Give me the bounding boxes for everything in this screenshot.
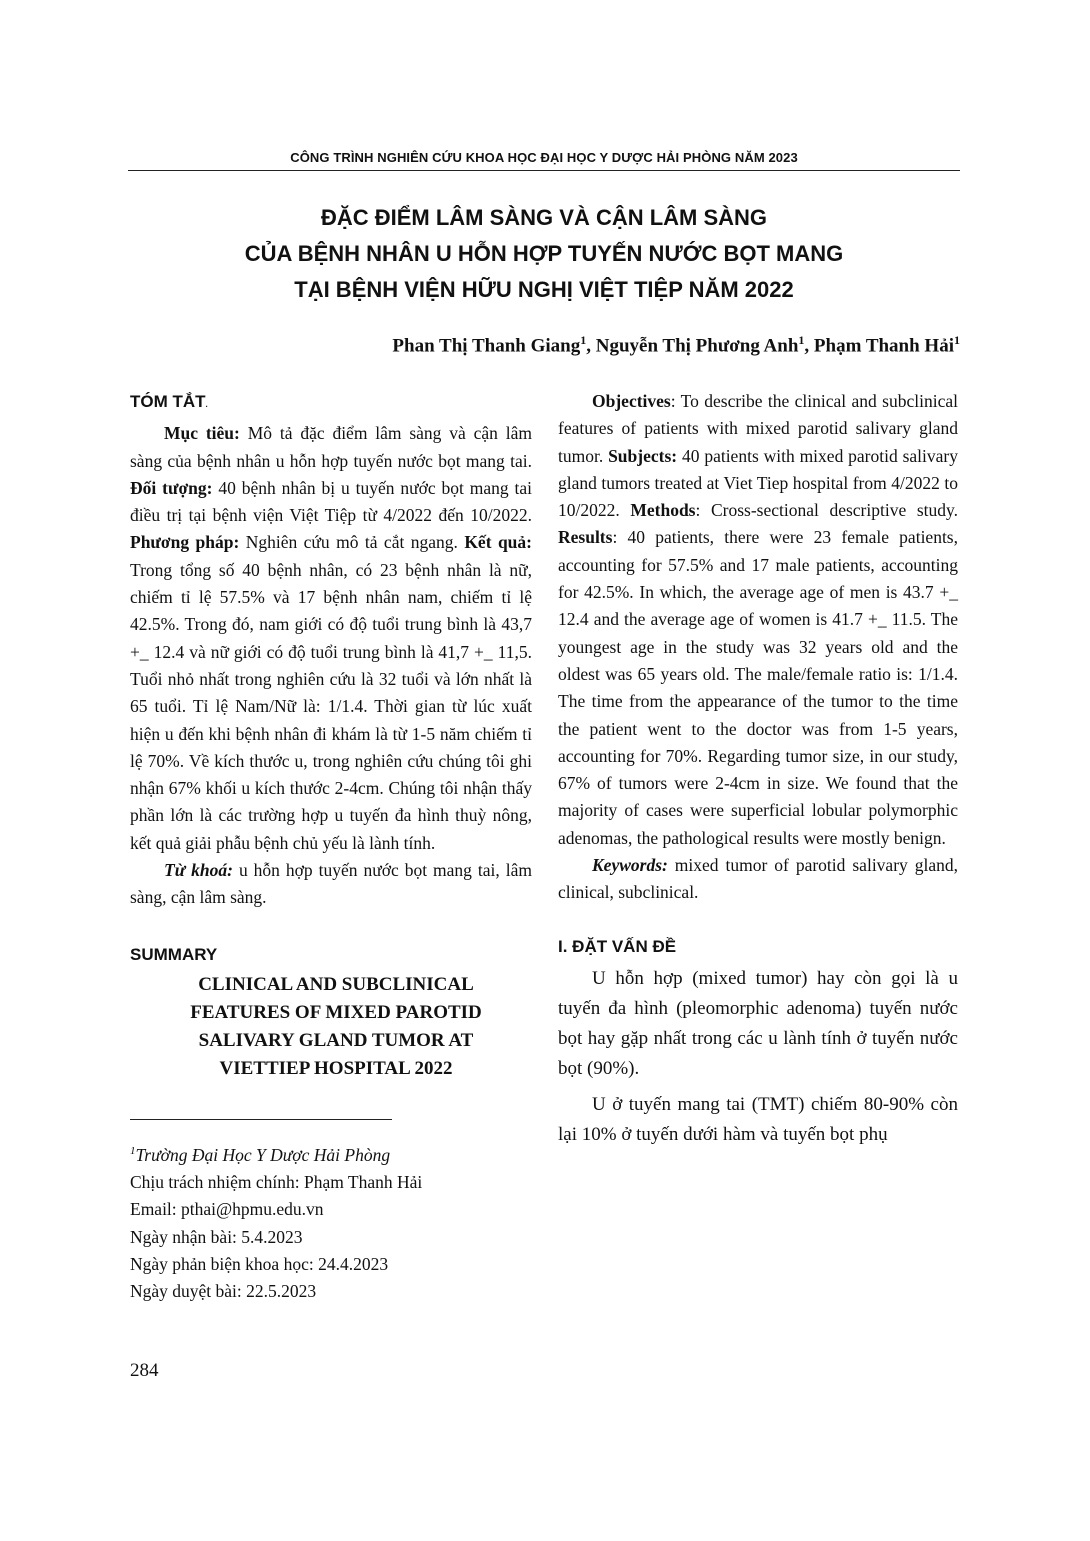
abstract-en-body [558, 388, 958, 852]
objectives-en-label: Objectives [592, 391, 671, 411]
introduction-paragraph: U ở tuyến mang tai (TMT) chiếm 80-90% còn lại 10% ở tuyến dưới hàm và tuyến bọt phụ [558, 1093, 958, 1145]
keywords-vi [130, 857, 532, 912]
subjects-label: Đối tượng: [130, 477, 213, 498]
results-en-text: : 40 patients, there were 23 female patients, accounting for 57.5% and 17 male patients, accounting for 42.5%. In which, the average age of men is 43.7 +_ 12.4 and the average age of women is 41.7 +_ 11.5. The youngest age in the study was 32 years old and the oldest was 65 years old. The male/female ratio is: 1/1.4. The time from the appearance of the tumor to the time the patient went to the doctor was from 1-5 years, accounting for 70%. Regarding tumor size, in our study, 67% of tumors were 2-4cm in size. We found that the majority of cases were superficial lobular polymorphic adenomas, the pathological results were mostly benign. [558, 527, 958, 848]
footnote-email: Email: pthai@hpmu.edu.vn [130, 1199, 324, 1220]
article-title [128, 200, 960, 308]
footnote-accepted: Ngày duyệt bài: 22.5.2023 [130, 1281, 317, 1302]
subjects-en-label: Subjects: [608, 445, 678, 466]
footnote-received: Ngày nhận bài: 5.4.2023 [130, 1226, 303, 1247]
summary-heading: SUMMARY [130, 944, 218, 964]
header-rule [128, 170, 960, 171]
abstract-vi-heading-text: TÓM TẮT [130, 392, 206, 411]
page-number: 284 [130, 1360, 159, 1381]
author-affiliation-mark: 1 [954, 333, 960, 347]
methods-en-text: : Cross-sectional descriptive study. [695, 500, 958, 521]
summary-title [130, 971, 532, 1083]
title-line-1: ĐẶC ĐIỂM LÂM SÀNG VÀ CẬN LÂM SÀNG [320, 205, 768, 230]
author-name: Nguyễn Thị Phương Anh [595, 335, 799, 357]
author-list [392, 333, 960, 357]
footnote-responsible: Chịu trách nhiệm chính: Phạm Thanh Hải [130, 1172, 423, 1193]
title-line-2: CỦA BỆNH NHÂN U HỖN HỢP TUYẾN NƯỚC BỌT MANG [244, 241, 844, 266]
author-separator: , [804, 335, 814, 357]
keywords-vi-label: Từ khoá: [164, 860, 233, 881]
summary-title-line: FEATURES OF MIXED PAROTID [190, 1001, 482, 1023]
abstract-vi-heading [130, 388, 532, 418]
author-affiliation-mark: 1 [798, 333, 805, 347]
keywords-en-label: Keywords: [592, 855, 668, 876]
objectives-en-text: : To describe the clinical and subclinical features of patients with mixed parotid salivary gland tumor. [558, 391, 958, 466]
introduction-heading: I. ĐẶT VẤN ĐỀ [558, 936, 677, 956]
subjects-text: 40 bệnh nhân bị u tuyến nước bọt mang tai điều trị tại bệnh viện Việt Tiệp từ 4/2022 đến 10/2022. [130, 477, 532, 526]
author-separator: , [586, 335, 596, 357]
objective-text: Mô tả đặc điểm lâm sàng và cận lâm sàng của bệnh nhân u hỗn hợp tuyến nước bọt mang tai. [130, 423, 532, 471]
running-header: CÔNG TRÌNH NGHIÊN CỨU KHOA HỌC ĐẠI HỌC Y DƯỢC HẢI PHÒNG NĂM 2023 [290, 150, 798, 165]
introduction-paragraph: U hỗn hợp (mixed tumor) hay còn gọi là u tuyến đa hình (pleomorphic adenoma) tuyến nước bọt hay gặp nhất trong các u lành tính ở tuyến nước bọt (90%). [558, 967, 958, 1079]
summary-title-line: VIETTIEP HOSPITAL 2022 [219, 1057, 453, 1079]
footnote-affiliation [130, 1138, 532, 1169]
footnote-rule [130, 1119, 392, 1120]
methods-label: Phương pháp: [130, 532, 240, 553]
left-column [130, 388, 532, 1306]
affiliation-text: Trường Đại Học Y Dược Hải Phòng [135, 1144, 391, 1165]
keywords-en [558, 852, 958, 907]
title-line-3: TẠI BỆNH VIỆN HỮU NGHỊ VIỆT TIỆP NĂM 2022 [294, 277, 794, 302]
summary-title-line: CLINICAL AND SUBCLINICAL [198, 973, 474, 995]
objective-label: Mục tiêu: [164, 423, 240, 444]
results-label: Kết quả: [464, 532, 532, 553]
footnotes [130, 1138, 532, 1306]
abstract-vi-heading-mark: . [205, 400, 208, 409]
keywords-vi-text: u hỗn hợp tuyến nước bọt mang tai, lâm sàng, cận lâm sàng. [130, 860, 532, 908]
subjects-en-text: 40 patients with mixed parotid salivary gland tumors treated at Viet Tiep hospital from 4/2022 to 10/2022. [558, 445, 958, 521]
methods-text: Nghiên cứu mô tả cắt ngang. [239, 532, 465, 553]
affiliation-mark: 1 [130, 1144, 136, 1157]
author-affiliation-mark: 1 [580, 333, 587, 347]
author-name: Phạm Thanh Hải [813, 335, 954, 357]
results-text: Trong tổng số 40 bệnh nhân, có 23 bệnh nhân là nữ, chiếm tỉ lệ 57.5% và 17 bệnh nhân nam, chiếm tỉ lệ 42.5%. Trong đó, nam giới có độ tuổi trung bình là 43,7 +_ 12.4 và nữ giới có độ tuổi trung bình là 41,7 +_ 11,5. Tuổi nhỏ nhất trong nghiên cứu là 32 tuổi và lớn nhất là 65 tuổi. Tỉ lệ Nam/Nữ là: 1/1.4. Thời gian từ lúc xuất hiện u đến khi bệnh nhân đi khám là từ 1-5 năm chiếm tỉ lệ 70%. Về kích thước u, trong nghiên cứu chúng tôi ghi nhận 67% khối u kích thước 2-4cm. Chúng tôi nhận thấy phần lớn là các trường hợp u tuyến đa hình thuỳ nông, kết quả giải phẫu bệnh chủ yếu là lành tính. [130, 559, 532, 853]
author-name: Phan Thị Thanh Giang [392, 335, 581, 357]
methods-en-label: Methods [630, 500, 696, 521]
abstract-vi-body [130, 420, 532, 857]
keywords-en-text: mixed tumor of parotid salivary gland, clinical, subclinical. [558, 855, 958, 903]
right-column [558, 388, 958, 1150]
footnote-reviewed: Ngày phản biện khoa học: 24.4.2023 [130, 1253, 389, 1274]
summary-title-line: SALIVARY GLAND TUMOR AT [198, 1029, 474, 1051]
results-en-label: Results [558, 527, 613, 548]
